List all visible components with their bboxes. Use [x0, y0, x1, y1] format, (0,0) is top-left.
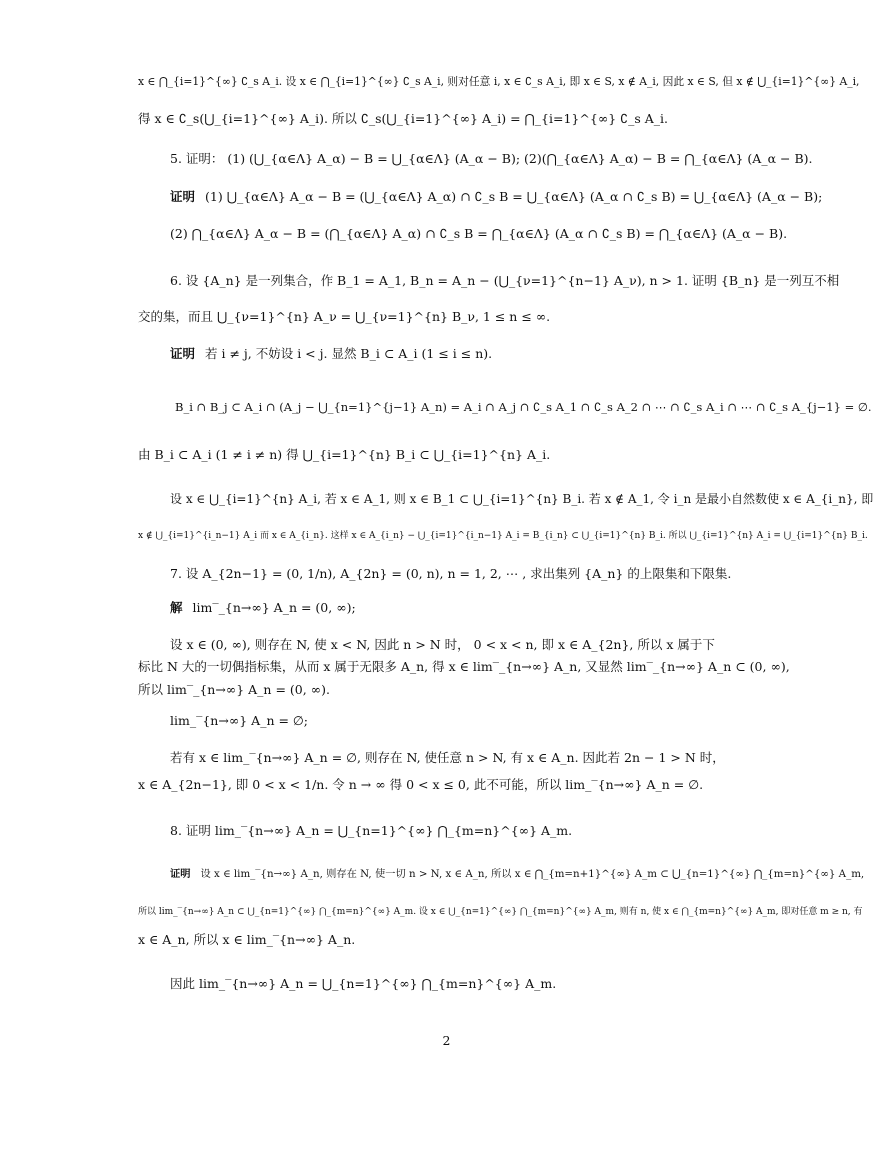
problem-6-proof-1	[170, 345, 790, 363]
proof-label: 证明	[170, 189, 196, 204]
solution-text: lim‾_{n→∞} A_n = (0, ∞);	[192, 600, 356, 615]
text-line-conclusion-6: x ∉ ⋃_{i=1}^{i_n−1} A_i 而 x ∈ A_{i_n}. 这样 x ∈ A_{i_n} − ⋃_{i=1}^{i_n−1} A_i = B_{i_n} ⊂ ⋃_{i=1}^{n} B_i. 所以 ⋃_{i=1}^{n} A_i = ⋃_{i=1}^{n} B_i.	[138, 531, 868, 541]
proof-label: 证明	[170, 346, 196, 361]
proof-text: (1) ⋃_{α∈Λ} A_α − B = (⋃_{α∈Λ} A_α) ∩ ∁_s B = ⋃_{α∈Λ} (A_α ∩ ∁_s B) = ⋃_{α∈Λ} (A_α − B);	[205, 189, 823, 204]
problem-7-solution-1	[170, 599, 790, 617]
text-line-1: x ∈ ⋂_{i=1}^{∞} ∁_s A_i. 设 x ∈ ⋂_{i=1}^{∞} ∁_s A_i, 则对任意 i, x ∈ ∁_s A_i, 即 x ∈ S, x ∉ A_i, 因此 x ∈ S, 但 x ∉ ⋃_{i=1}^{∞} A_i,	[138, 75, 860, 88]
problem-8-conclusion: 因此 lim_‾{n→∞} A_n = ⋃_{n=1}^{∞} ⋂_{m=n}^{∞} A_m.	[170, 976, 557, 991]
problem-6-statement-1: 6. 设 {A_n} 是一列集合，作 B_1 = A_1, B_n = A_n − (⋃_{ν=1}^{n−1} A_ν), n > 1. 证明 {B_n} 是一列互不相	[170, 273, 840, 288]
problem-5-proof-1	[170, 188, 823, 206]
text-line-sup-1: 设 x ∈ (0, ∞), 则存在 N, 使 x < N, 因此 n > N 时， 0 < x < n, 即 x ∈ A_{2n}, 所以 x 属于下	[170, 637, 715, 652]
text-line-suppose-x: 设 x ∈ ⋃_{i=1}^{n} A_i, 若 x ∈ A_1, 则 x ∈ B_1 ⊂ ⋃_{i=1}^{n} B_i. 若 x ∉ A_1, 令 i_n 是最小自然数使 x ∈ A_{i_n}, 即	[170, 492, 874, 506]
problem-5-proof-2: (2) ⋂_{α∈Λ} A_α − B = (⋂_{α∈Λ} A_α) ∩ ∁_s B = ⋂_{α∈Λ} (A_α ∩ ∁_s B) = ⋂_{α∈Λ} (A_α − B).	[170, 226, 788, 241]
page-number: 2	[442, 1033, 451, 1048]
problem-6-statement-2: 交的集，而且 ⋃_{ν=1}^{n} A_ν = ⋃_{ν=1}^{n} B_ν, 1 ≤ n ≤ ∞.	[138, 309, 551, 324]
proof-label: 证明	[170, 868, 191, 880]
solution-label: 解	[170, 600, 183, 615]
problem-8-proof-2: 所以 lim_‾{n→∞} A_n ⊂ ⋃_{n=1}^{∞} ⋂_{m=n}^{∞} A_m. 设 x ∈ ⋃_{n=1}^{∞} ⋂_{m=n}^{∞} A_m, 则有 n, 使 x ∈ ⋂_{m=n}^{∞} A_m, 即对任意 m ≥ n, 有	[138, 907, 863, 917]
problem-8-proof-3: x ∈ A_n, 所以 x ∈ lim_‾{n→∞} A_n.	[138, 932, 356, 947]
text-line-inf-1: 若有 x ∈ lim_‾{n→∞} A_n = ∅, 则存在 N, 使任意 n > N, 有 x ∈ A_n. 因此若 2n − 1 > N 时，	[170, 750, 725, 765]
problem-8-proof-1	[170, 865, 865, 883]
proof-text: 若 i ≠ j, 不妨设 i < j. 显然 B_i ⊂ A_i (1 ≤ i ≤ n).	[205, 346, 493, 361]
problem-5-statement: 5. 证明： (1) (⋃_{α∈Λ} A_α) − B = ⋃_{α∈Λ} (A_α − B); (2)(⋂_{α∈Λ} A_α) − B = ⋂_{α∈Λ} (A_α − B).	[170, 151, 813, 166]
text-line-sup-2: 标比 N 大的一切偶指标集，从而 x 属于无限多 A_n, 得 x ∈ lim‾_{n→∞} A_n, 又显然 lim‾_{n→∞} A_n ⊂ (0, ∞),	[138, 659, 790, 674]
problem-7-statement: 7. 设 A_{2n−1} = (0, 1/n), A_{2n} = (0, n), n = 1, 2, ⋯ , 求出集列 {A_n} 的上限集和下限集.	[170, 566, 732, 581]
text-line-inf-2: x ∈ A_{2n−1}, 即 0 < x < 1/n. 令 n → ∞ 得 0 < x ≤ 0, 此不可能，所以 lim_‾{n→∞} A_n = ∅.	[138, 777, 704, 792]
text-line-sup-3: 所以 lim‾_{n→∞} A_n = (0, ∞).	[138, 682, 330, 697]
text-line-inf-result: lim_‾{n→∞} A_n = ∅;	[170, 713, 309, 728]
proof-text: 设 x ∈ lim_‾{n→∞} A_n, 则存在 N, 使一切 n > N, x ∈ A_n, 所以 x ∈ ⋂_{m=n+1}^{∞} A_m ⊂ ⋃_{n=1}^{∞} ⋂_{m=n}^{∞} A_m,	[200, 868, 865, 880]
text-line-union-subset: 由 B_i ⊂ A_i (1 ≠ i ≠ n) 得 ⋃_{i=1}^{n} B_i ⊂ ⋃_{i=1}^{n} A_i.	[138, 447, 551, 462]
display-equation-disjoint: B_i ∩ B_j ⊂ A_i ∩ (A_j − ⋃_{n=1}^{j−1} A_n) = A_i ∩ A_j ∩ ∁_s A_1 ∩ ∁_s A_2 ∩ ⋯ ∩ ∁_s A_i ∩ ⋯ ∩ ∁_s A_{j−1} = ∅.	[175, 400, 872, 414]
problem-8-statement: 8. 证明 lim_‾{n→∞} A_n = ⋃_{n=1}^{∞} ⋂_{m=n}^{∞} A_m.	[170, 823, 573, 838]
text-line-2: 得 x ∈ ∁_s(⋃_{i=1}^{∞} A_i). 所以 ∁_s(⋃_{i=1}^{∞} A_i) = ⋂_{i=1}^{∞} ∁_s A_i.	[138, 111, 668, 126]
